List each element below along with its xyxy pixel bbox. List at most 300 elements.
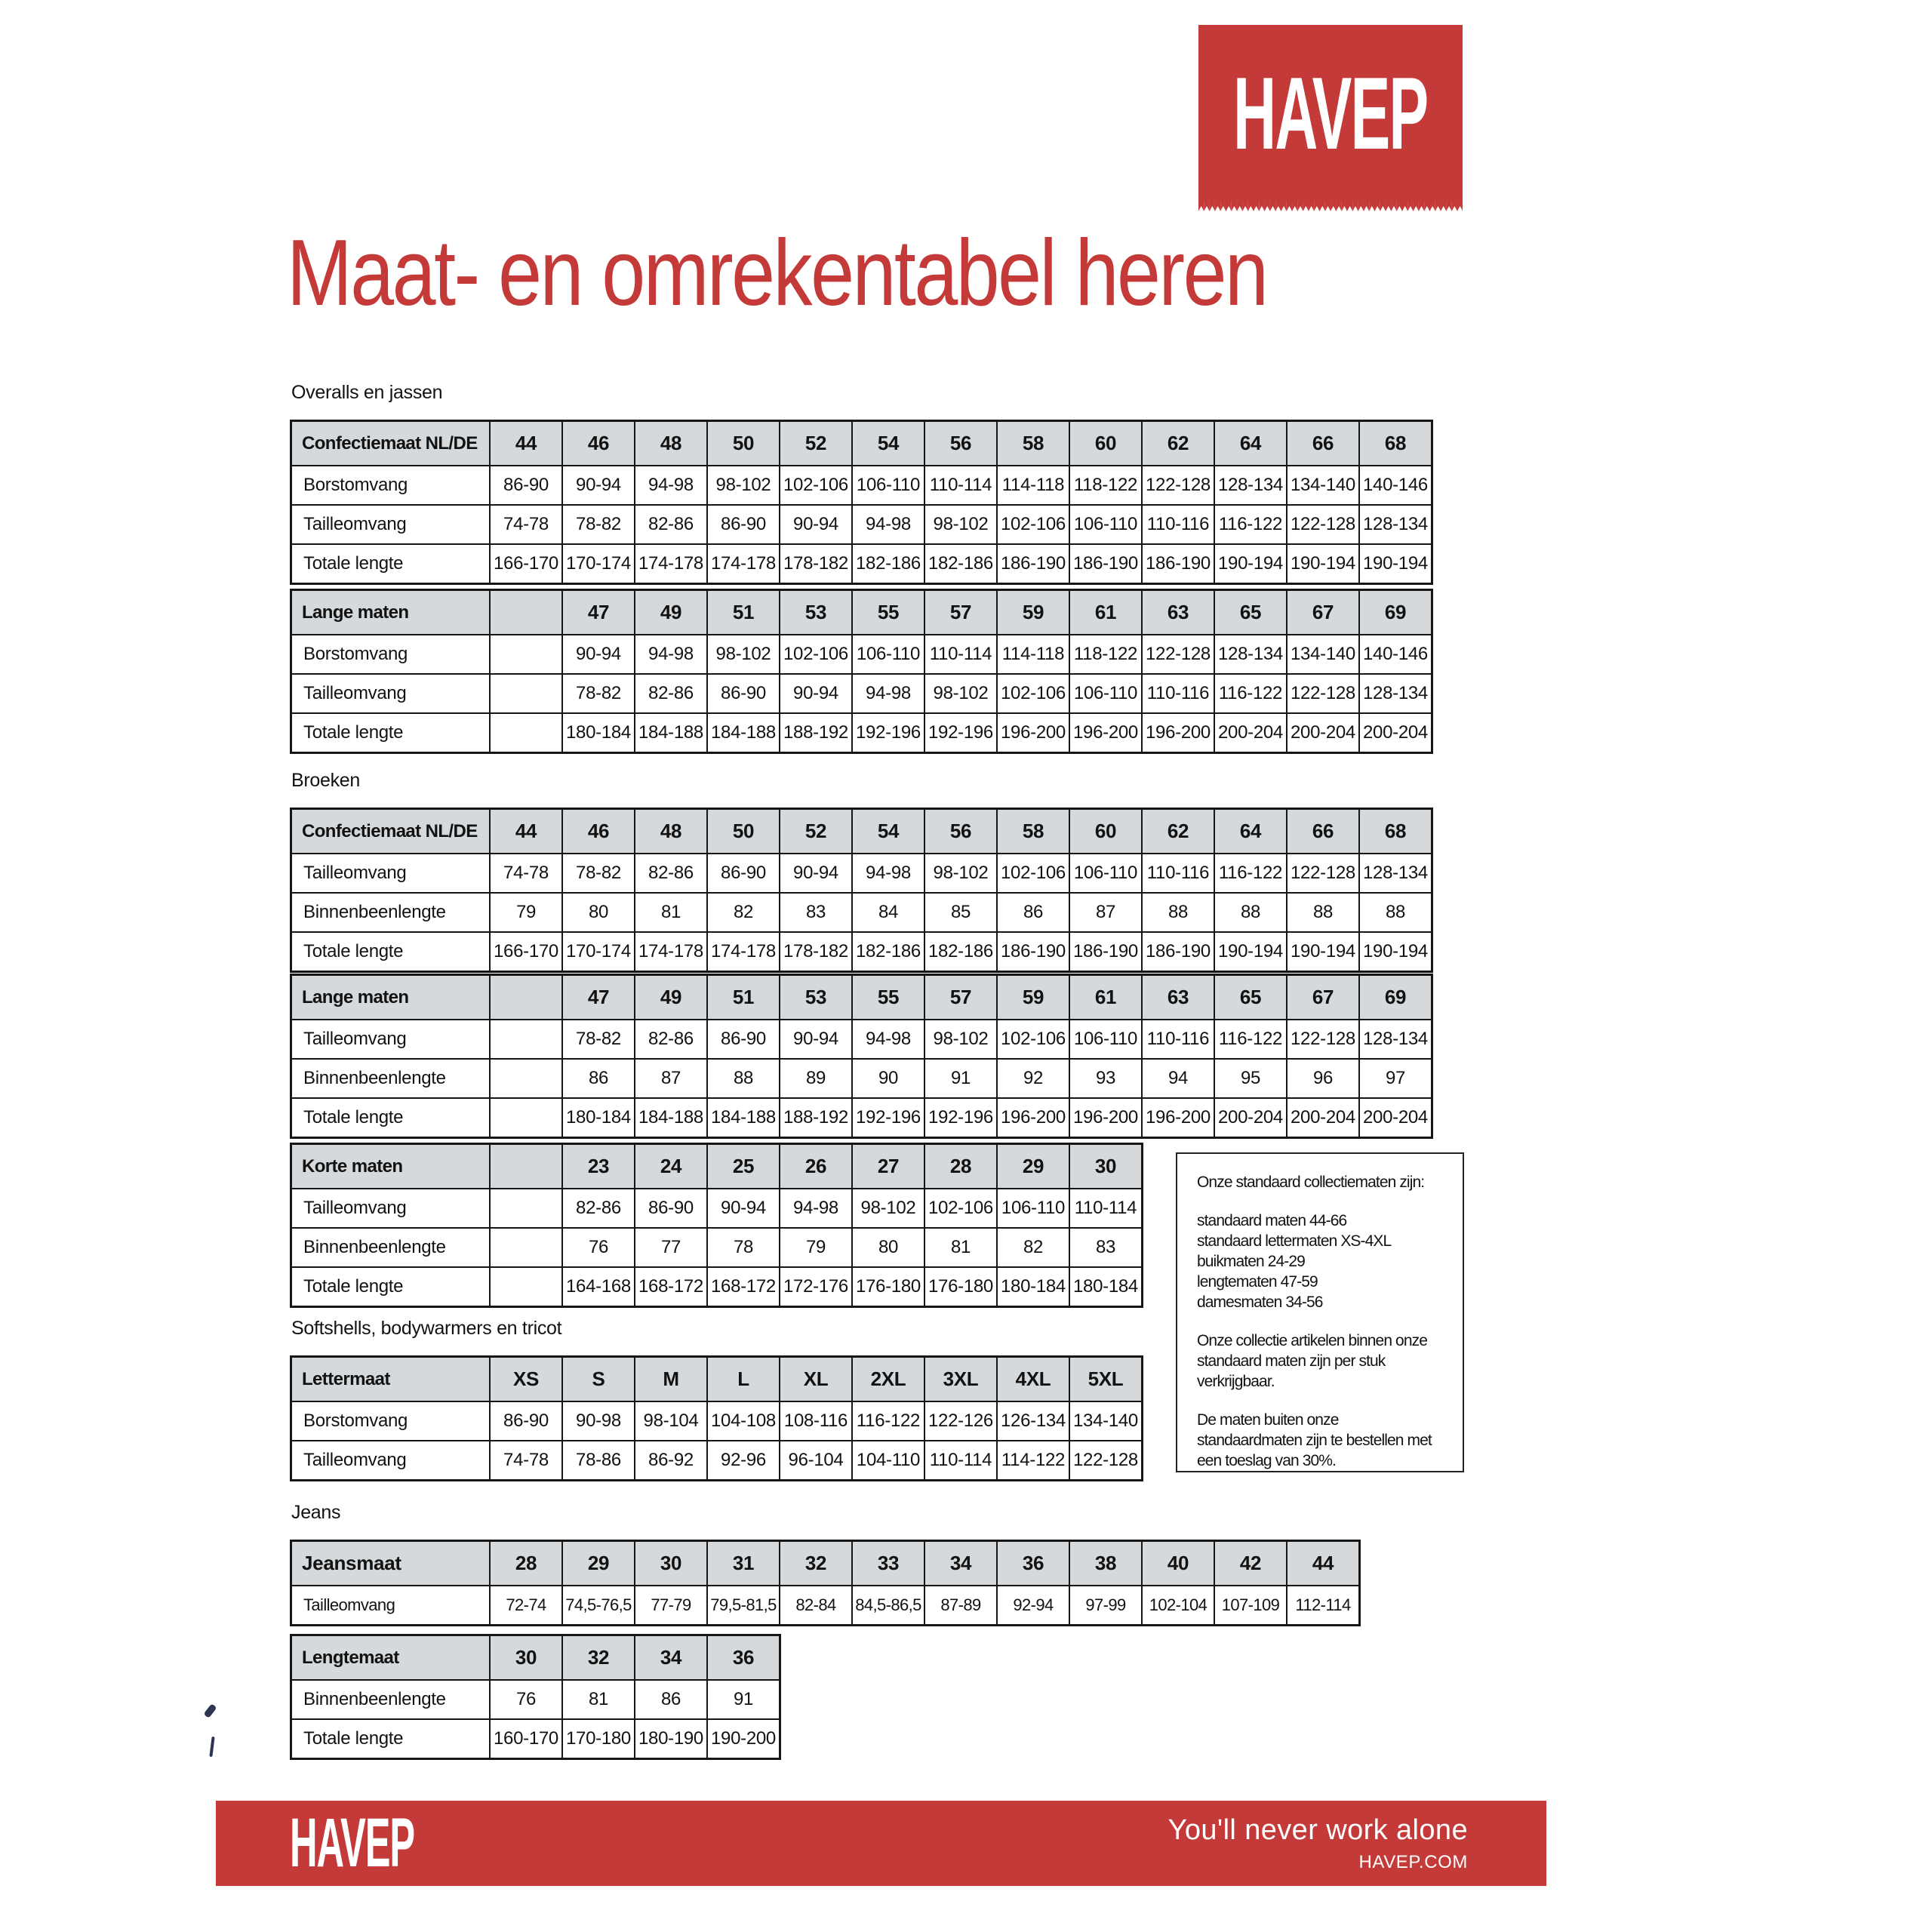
table-row-label: Tailleomvang bbox=[292, 1586, 489, 1624]
table-cell: 94-98 bbox=[635, 635, 706, 673]
table-cell: 182-186 bbox=[925, 933, 996, 971]
table-cell: 186-190 bbox=[1070, 933, 1141, 971]
table-cell: 110-114 bbox=[925, 1441, 996, 1479]
table-column-header: 58 bbox=[998, 810, 1069, 853]
table-cell: 94-98 bbox=[853, 675, 924, 712]
section-label-jeans: Jeans bbox=[291, 1502, 341, 1523]
table-cell: 94 bbox=[1143, 1060, 1214, 1097]
info-line: lengtematen 47-59 bbox=[1197, 1273, 1318, 1291]
table-cell: 98-102 bbox=[925, 1020, 996, 1058]
table-cell: 116-122 bbox=[1215, 854, 1286, 892]
table-row-label: Borstomvang bbox=[292, 635, 489, 673]
table-cell: 140-146 bbox=[1360, 635, 1431, 673]
table-cell: 128-134 bbox=[1360, 1020, 1431, 1058]
table-cell: 196-200 bbox=[1070, 714, 1141, 752]
havep-logo bbox=[1198, 25, 1463, 201]
table-cell: 128-134 bbox=[1360, 506, 1431, 543]
table-column-header: 30 bbox=[491, 1636, 561, 1679]
ink-mark bbox=[203, 1703, 217, 1718]
table-column-header: 59 bbox=[998, 976, 1069, 1019]
table-column-header: 65 bbox=[1215, 976, 1286, 1019]
table-column-header: 57 bbox=[925, 976, 996, 1019]
table-cell: 90-94 bbox=[708, 1189, 779, 1227]
table-row-label: Totale lengte bbox=[292, 1720, 489, 1758]
table-cell: 200-204 bbox=[1215, 714, 1286, 752]
table-cell: 79 bbox=[780, 1229, 851, 1266]
table-cell: 86 bbox=[635, 1681, 706, 1718]
table-cell: 116-122 bbox=[1215, 1020, 1286, 1058]
table-cell: 74,5-76,5 bbox=[563, 1586, 634, 1624]
table-cell: 102-106 bbox=[998, 675, 1069, 712]
table-cell bbox=[491, 675, 561, 712]
footer-right bbox=[1168, 1814, 1468, 1873]
table-column-header: 52 bbox=[780, 422, 851, 465]
table-cell: 104-108 bbox=[708, 1402, 779, 1440]
ink-mark bbox=[209, 1737, 214, 1757]
table-row-label: Borstomvang bbox=[292, 466, 489, 504]
table-jeans-lengtemaat bbox=[290, 1634, 781, 1760]
table-cell: 102-106 bbox=[925, 1189, 996, 1227]
table-cell: 186-190 bbox=[1070, 545, 1141, 583]
table-column-header: 50 bbox=[708, 810, 779, 853]
table-column-header: 47 bbox=[563, 591, 634, 634]
table-cell: 86-90 bbox=[491, 1402, 561, 1440]
table-cell: 190-200 bbox=[708, 1720, 779, 1758]
table-cell: 82-86 bbox=[635, 854, 706, 892]
table-column-header: 64 bbox=[1215, 810, 1286, 853]
table-row-label: Binnenbeenlengte bbox=[292, 894, 489, 931]
table-cell: 83 bbox=[780, 894, 851, 931]
table-cell: 87-89 bbox=[925, 1586, 996, 1624]
table-header-label: Korte maten bbox=[292, 1145, 489, 1188]
table-row-label: Binnenbeenlengte bbox=[292, 1681, 489, 1718]
table-column-header: 33 bbox=[853, 1542, 924, 1585]
table-cell: 86 bbox=[563, 1060, 634, 1097]
table-cell bbox=[491, 714, 561, 752]
table-row-label: Tailleomvang bbox=[292, 1020, 489, 1058]
table-overalls-confectiemaat bbox=[290, 420, 1433, 585]
table-cell: 188-192 bbox=[780, 714, 851, 752]
table-cell: 78 bbox=[708, 1229, 779, 1266]
table-cell: 170-174 bbox=[563, 933, 634, 971]
table-cell: 108-116 bbox=[780, 1402, 851, 1440]
table-cell: 78-82 bbox=[563, 1020, 634, 1058]
table-cell: 86-90 bbox=[708, 506, 779, 543]
table-column-header: S bbox=[563, 1358, 634, 1401]
footer-bar bbox=[216, 1801, 1546, 1886]
table-cell: 112-114 bbox=[1287, 1586, 1358, 1624]
table-cell: 184-188 bbox=[635, 1099, 706, 1137]
table-cell: 182-186 bbox=[925, 545, 996, 583]
table-column-header: 34 bbox=[635, 1636, 706, 1679]
table-cell: 196-200 bbox=[1070, 1099, 1141, 1137]
table-cell: 74-78 bbox=[491, 1441, 561, 1479]
table-cell: 134-140 bbox=[1287, 466, 1358, 504]
table-cell: 200-204 bbox=[1287, 714, 1358, 752]
table-cell: 110-114 bbox=[925, 635, 996, 673]
table-cell: 170-174 bbox=[563, 545, 634, 583]
footer-website: HAVEP.COM bbox=[1358, 1851, 1468, 1872]
table-column-header: 46 bbox=[563, 422, 634, 465]
page-title: Maat- en omrekentabel heren bbox=[287, 221, 1267, 325]
table-cell: 178-182 bbox=[780, 545, 851, 583]
table-row-label: Tailleomvang bbox=[292, 506, 489, 543]
table-cell: 176-180 bbox=[853, 1268, 924, 1306]
table-cell: 188-192 bbox=[780, 1099, 851, 1137]
table-row-label: Borstomvang bbox=[292, 1402, 489, 1440]
table-cell: 122-128 bbox=[1287, 506, 1358, 543]
table-cell: 88 bbox=[708, 1060, 779, 1097]
table-cell: 174-178 bbox=[635, 933, 706, 971]
table-column-header: L bbox=[708, 1358, 779, 1401]
table-column-header: 66 bbox=[1287, 422, 1358, 465]
table-cell: 180-190 bbox=[635, 1720, 706, 1758]
table-cell: 180-184 bbox=[1070, 1268, 1141, 1306]
table-cell: 74-78 bbox=[491, 506, 561, 543]
table-cell: 186-190 bbox=[1143, 933, 1214, 971]
table-cell: 190-194 bbox=[1215, 545, 1286, 583]
table-cell: 116-122 bbox=[1215, 675, 1286, 712]
table-column-header: 2XL bbox=[853, 1358, 924, 1401]
table-cell: 200-204 bbox=[1360, 1099, 1431, 1137]
table-cell: 74-78 bbox=[491, 854, 561, 892]
table-row-label: Tailleomvang bbox=[292, 854, 489, 892]
table-column-header: 50 bbox=[708, 422, 779, 465]
table-cell: 200-204 bbox=[1360, 714, 1431, 752]
table-row-label: Tailleomvang bbox=[292, 1189, 489, 1227]
table-cell: 87 bbox=[1070, 894, 1141, 931]
table-cell: 82 bbox=[998, 1229, 1069, 1266]
table-column-header: 44 bbox=[1287, 1542, 1358, 1585]
table-cell: 186-190 bbox=[998, 545, 1069, 583]
table-cell: 98-102 bbox=[925, 506, 996, 543]
info-paragraph: De maten buiten onze standaardmaten zijn te bestellen met een toeslag van 30%. bbox=[1197, 1411, 1432, 1469]
table-cell: 190-194 bbox=[1360, 545, 1431, 583]
table-cell: 77-79 bbox=[635, 1586, 706, 1624]
table-column-header: 62 bbox=[1143, 422, 1214, 465]
table-row-label: Totale lengte bbox=[292, 933, 489, 971]
table-cell: 86-90 bbox=[708, 854, 779, 892]
info-intro: Onze standaard collectiematen zijn: bbox=[1197, 1174, 1425, 1191]
section-label-broeken: Broeken bbox=[291, 770, 361, 791]
table-column-header: 3XL bbox=[925, 1358, 996, 1401]
table-cell: 82 bbox=[708, 894, 779, 931]
table-cell: 166-170 bbox=[491, 933, 561, 971]
section-label-softshells: Softshells, bodywarmers en tricot bbox=[291, 1318, 562, 1339]
table-column-header: 53 bbox=[780, 591, 851, 634]
table-cell: 160-170 bbox=[491, 1720, 561, 1758]
table-cell: 76 bbox=[491, 1681, 561, 1718]
table-cell: 184-188 bbox=[708, 1099, 779, 1137]
table-cell: 190-194 bbox=[1215, 933, 1286, 971]
table-cell: 182-186 bbox=[853, 933, 924, 971]
table-cell: 174-178 bbox=[708, 545, 779, 583]
table-cell: 106-110 bbox=[1070, 675, 1141, 712]
table-cell: 84,5-86,5 bbox=[853, 1586, 924, 1624]
table-column-header: 66 bbox=[1287, 810, 1358, 853]
table-cell: 106-110 bbox=[853, 635, 924, 673]
table-cell: 98-102 bbox=[708, 466, 779, 504]
table-cell: 78-82 bbox=[563, 854, 634, 892]
table-cell: 98-102 bbox=[853, 1189, 924, 1227]
footer-tagline: You'll never work alone bbox=[1168, 1814, 1468, 1846]
table-cell: 97-99 bbox=[1070, 1586, 1141, 1624]
table-cell: 94-98 bbox=[853, 1020, 924, 1058]
table-column-header: 4XL bbox=[998, 1358, 1069, 1401]
table-cell: 72-74 bbox=[491, 1586, 561, 1624]
table-cell: 110-116 bbox=[1143, 1020, 1214, 1058]
table-cell: 126-134 bbox=[998, 1402, 1069, 1440]
table-column-header: 63 bbox=[1143, 591, 1214, 634]
table-cell: 186-190 bbox=[1143, 545, 1214, 583]
table-column-header: 62 bbox=[1143, 810, 1214, 853]
table-cell: 102-106 bbox=[998, 1020, 1069, 1058]
table-column-header: 54 bbox=[853, 810, 924, 853]
table-column-header: 61 bbox=[1070, 976, 1141, 1019]
info-paragraph: Onze collectie artikelen binnen onze standaard maten zijn per stuk verkrijgbaar. bbox=[1197, 1332, 1427, 1390]
table-column-header: 28 bbox=[925, 1145, 996, 1188]
table-cell: 88 bbox=[1287, 894, 1358, 931]
table-cell: 98-102 bbox=[925, 675, 996, 712]
havep-logo-text: HAVEP bbox=[1233, 55, 1428, 171]
table-column-header: 53 bbox=[780, 976, 851, 1019]
table-column-header: 47 bbox=[563, 976, 634, 1019]
table-row-label: Totale lengte bbox=[292, 714, 489, 752]
table-column-header: 25 bbox=[708, 1145, 779, 1188]
table-cell: 91 bbox=[925, 1060, 996, 1097]
table-cell bbox=[491, 1020, 561, 1058]
table-column-header bbox=[491, 976, 561, 1019]
table-cell: 81 bbox=[563, 1681, 634, 1718]
table-column-header: 67 bbox=[1287, 591, 1358, 634]
table-cell: 190-194 bbox=[1287, 545, 1358, 583]
table-column-header: 56 bbox=[925, 810, 996, 853]
table-cell: 82-84 bbox=[780, 1586, 851, 1624]
table-header-label: Jeansmaat bbox=[292, 1542, 489, 1585]
section-label-overalls: Overalls en jassen bbox=[291, 382, 443, 403]
table-column-header: 28 bbox=[491, 1542, 561, 1585]
table-cell: 190-194 bbox=[1360, 933, 1431, 971]
table-column-header: 44 bbox=[491, 810, 561, 853]
table-cell: 176-180 bbox=[925, 1268, 996, 1306]
table-column-header: 30 bbox=[1070, 1145, 1141, 1188]
table-cell: 86-90 bbox=[708, 1020, 779, 1058]
table-column-header: 69 bbox=[1360, 591, 1431, 634]
table-row-label: Totale lengte bbox=[292, 1099, 489, 1137]
table-cell bbox=[491, 1099, 561, 1137]
table-cell: 90-98 bbox=[563, 1402, 634, 1440]
table-row-label: Binnenbeenlengte bbox=[292, 1060, 489, 1097]
table-column-header: 36 bbox=[708, 1636, 779, 1679]
table-jeans-jeansmaat bbox=[290, 1540, 1361, 1626]
table-column-header: 55 bbox=[853, 976, 924, 1019]
table-column-header: 29 bbox=[563, 1542, 634, 1585]
table-cell: 90-94 bbox=[563, 635, 634, 673]
table-cell: 77 bbox=[635, 1229, 706, 1266]
table-cell: 82-86 bbox=[563, 1189, 634, 1227]
table-cell: 196-200 bbox=[998, 714, 1069, 752]
table-column-header: 49 bbox=[635, 976, 706, 1019]
table-cell: 192-196 bbox=[925, 714, 996, 752]
table-column-header: 64 bbox=[1215, 422, 1286, 465]
table-cell: 116-122 bbox=[1215, 506, 1286, 543]
table-cell: 196-200 bbox=[1143, 714, 1214, 752]
table-cell: 184-188 bbox=[635, 714, 706, 752]
table-cell: 166-170 bbox=[491, 545, 561, 583]
table-cell: 88 bbox=[1215, 894, 1286, 931]
table-cell: 192-196 bbox=[925, 1099, 996, 1137]
table-cell: 184-188 bbox=[708, 714, 779, 752]
table-cell: 92 bbox=[998, 1060, 1069, 1097]
table-row-label: Binnenbeenlengte bbox=[292, 1229, 489, 1266]
table-column-header: 30 bbox=[635, 1542, 706, 1585]
table-cell: 128-134 bbox=[1360, 675, 1431, 712]
table-cell: 78-82 bbox=[563, 506, 634, 543]
table-header-label: Lange maten bbox=[292, 976, 489, 1019]
table-cell: 128-134 bbox=[1215, 466, 1286, 504]
table-column-header: 61 bbox=[1070, 591, 1141, 634]
table-cell: 86 bbox=[998, 894, 1069, 931]
table-cell: 122-128 bbox=[1143, 635, 1214, 673]
table-cell: 106-110 bbox=[853, 466, 924, 504]
table-cell: 190-194 bbox=[1287, 933, 1358, 971]
table-header-label: Lettermaat bbox=[292, 1358, 489, 1401]
info-line: damesmaten 34-56 bbox=[1197, 1294, 1323, 1311]
table-cell: 192-196 bbox=[853, 714, 924, 752]
table-cell: 106-110 bbox=[1070, 854, 1141, 892]
table-cell: 86-90 bbox=[491, 466, 561, 504]
table-column-header: 5XL bbox=[1070, 1358, 1141, 1401]
table-column-header: 32 bbox=[563, 1636, 634, 1679]
table-row-label: Tailleomvang bbox=[292, 675, 489, 712]
table-cell: 89 bbox=[780, 1060, 851, 1097]
table-cell: 90-94 bbox=[780, 854, 851, 892]
table-column-header: 32 bbox=[780, 1542, 851, 1585]
table-row-label: Totale lengte bbox=[292, 1268, 489, 1306]
table-broeken-lange-maten bbox=[290, 974, 1433, 1139]
table-cell: 90 bbox=[853, 1060, 924, 1097]
table-cell: 83 bbox=[1070, 1229, 1141, 1266]
table-cell: 114-122 bbox=[998, 1441, 1069, 1479]
table-cell: 180-184 bbox=[563, 714, 634, 752]
table-cell: 94-98 bbox=[780, 1189, 851, 1227]
table-cell: 110-114 bbox=[1070, 1189, 1141, 1227]
table-cell: 122-126 bbox=[925, 1402, 996, 1440]
table-cell: 92-94 bbox=[998, 1586, 1069, 1624]
info-line: standaard maten 44-66 bbox=[1197, 1212, 1347, 1229]
table-cell: 102-106 bbox=[780, 466, 851, 504]
table-cell: 122-128 bbox=[1287, 675, 1358, 712]
table-cell: 79 bbox=[491, 894, 561, 931]
table-cell: 98-102 bbox=[708, 635, 779, 673]
table-cell: 102-104 bbox=[1143, 1586, 1214, 1624]
table-cell: 94-98 bbox=[853, 854, 924, 892]
table-cell: 196-200 bbox=[1143, 1099, 1214, 1137]
table-column-header: 38 bbox=[1070, 1542, 1141, 1585]
table-cell: 88 bbox=[1143, 894, 1214, 931]
table-cell: 110-116 bbox=[1143, 675, 1214, 712]
table-column-header: 69 bbox=[1360, 976, 1431, 1019]
table-column-header: 29 bbox=[998, 1145, 1069, 1188]
table-cell: 140-146 bbox=[1360, 466, 1431, 504]
table-column-header: 31 bbox=[708, 1542, 779, 1585]
table-cell bbox=[491, 1060, 561, 1097]
table-cell: 186-190 bbox=[998, 933, 1069, 971]
table-cell: 84 bbox=[853, 894, 924, 931]
table-column-header: 42 bbox=[1215, 1542, 1286, 1585]
table-cell: 178-182 bbox=[780, 933, 851, 971]
table-column-header: 40 bbox=[1143, 1542, 1214, 1585]
table-cell: 116-122 bbox=[853, 1402, 924, 1440]
info-line: buikmaten 24-29 bbox=[1197, 1253, 1305, 1270]
table-cell: 95 bbox=[1215, 1060, 1286, 1097]
table-column-header: 54 bbox=[853, 422, 924, 465]
table-column-header: 49 bbox=[635, 591, 706, 634]
table-cell: 122-128 bbox=[1070, 1441, 1141, 1479]
table-column-header: 60 bbox=[1070, 810, 1141, 853]
table-cell: 82-86 bbox=[635, 1020, 706, 1058]
table-column-header: 63 bbox=[1143, 976, 1214, 1019]
table-cell: 118-122 bbox=[1070, 466, 1141, 504]
table-cell: 94-98 bbox=[635, 466, 706, 504]
table-cell: 174-178 bbox=[708, 933, 779, 971]
table-cell: 122-128 bbox=[1143, 466, 1214, 504]
table-column-header: 48 bbox=[635, 810, 706, 853]
table-cell: 200-204 bbox=[1287, 1099, 1358, 1137]
table-cell: 97 bbox=[1360, 1060, 1431, 1097]
table-column-header: 68 bbox=[1360, 422, 1431, 465]
table-column-header bbox=[491, 591, 561, 634]
table-softshells-lettermaat bbox=[290, 1355, 1143, 1481]
table-cell: 128-134 bbox=[1360, 854, 1431, 892]
table-cell: 90-94 bbox=[780, 675, 851, 712]
table-cell: 182-186 bbox=[853, 545, 924, 583]
table-cell: 80 bbox=[853, 1229, 924, 1266]
table-column-header: 34 bbox=[925, 1542, 996, 1585]
table-column-header: 26 bbox=[780, 1145, 851, 1188]
table-header-label: Lengtemaat bbox=[292, 1636, 489, 1679]
table-column-header: 59 bbox=[998, 591, 1069, 634]
table-header-label: Lange maten bbox=[292, 591, 489, 634]
table-header-label: Confectiemaat NL/DE bbox=[292, 810, 489, 853]
table-column-header: 46 bbox=[563, 810, 634, 853]
table-cell bbox=[491, 1189, 561, 1227]
table-column-header: 48 bbox=[635, 422, 706, 465]
table-cell: 98-102 bbox=[925, 854, 996, 892]
table-column-header: M bbox=[635, 1358, 706, 1401]
table-column-header: 23 bbox=[563, 1145, 634, 1188]
table-row-label: Totale lengte bbox=[292, 545, 489, 583]
table-cell: 79,5-81,5 bbox=[708, 1586, 779, 1624]
table-cell: 122-128 bbox=[1287, 1020, 1358, 1058]
table-cell: 102-106 bbox=[998, 854, 1069, 892]
table-column-header: XL bbox=[780, 1358, 851, 1401]
table-cell: 78-82 bbox=[563, 675, 634, 712]
table-cell: 86-92 bbox=[635, 1441, 706, 1479]
table-cell: 88 bbox=[1360, 894, 1431, 931]
table-cell: 102-106 bbox=[998, 506, 1069, 543]
table-cell: 94-98 bbox=[853, 506, 924, 543]
table-cell bbox=[491, 1229, 561, 1266]
table-cell: 122-128 bbox=[1287, 854, 1358, 892]
table-cell bbox=[491, 1268, 561, 1306]
table-column-header: XS bbox=[491, 1358, 561, 1401]
table-header-label: Confectiemaat NL/DE bbox=[292, 422, 489, 465]
table-cell: 82-86 bbox=[635, 506, 706, 543]
table-column-header: 55 bbox=[853, 591, 924, 634]
table-cell: 200-204 bbox=[1215, 1099, 1286, 1137]
table-cell: 98-104 bbox=[635, 1402, 706, 1440]
